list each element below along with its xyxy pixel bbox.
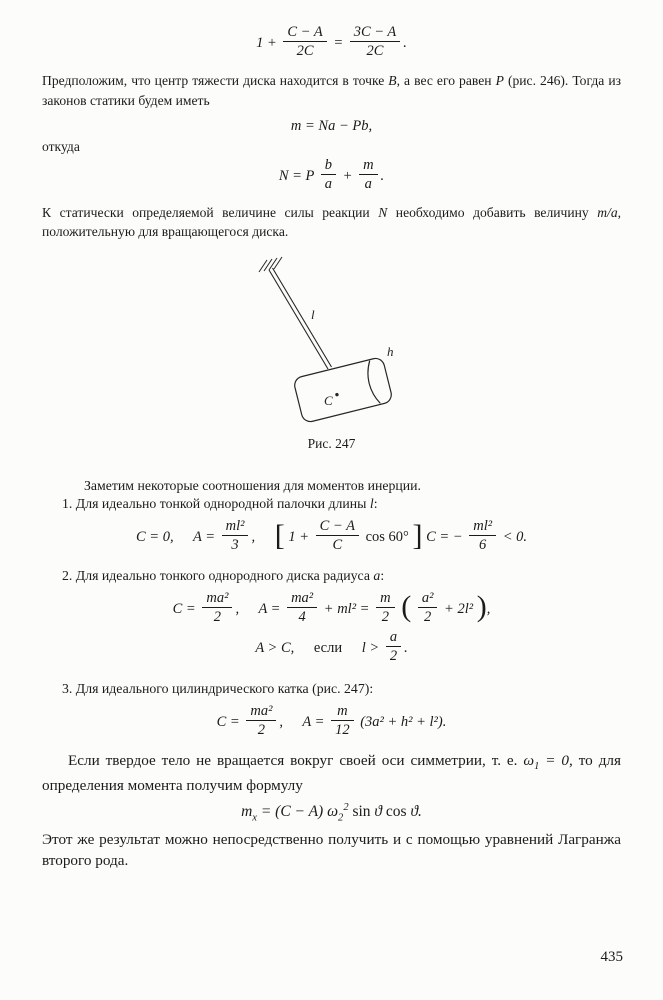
numerator: ma² (291, 589, 314, 606)
text-run: : (373, 496, 378, 512)
math-term: A = (258, 600, 281, 617)
variable: B (388, 73, 397, 89)
paragraph-no-rotation (42, 750, 621, 796)
numerator: b (324, 157, 333, 174)
center-of-mass-dot (335, 393, 339, 397)
text-run: , то для определения момента получим формулу (42, 752, 621, 794)
math-term: , (279, 713, 284, 730)
math-term: N = P (278, 168, 315, 185)
variable: = 0 (539, 752, 569, 769)
paragraph-assumption (42, 71, 621, 110)
text-run: , положительную для вращающегося диска. (42, 204, 622, 239)
denominator: C (316, 535, 359, 553)
variable-subscript: 1 (534, 761, 540, 773)
figure-caption: Рис. 247 (307, 436, 356, 452)
text-run: : (380, 567, 385, 583)
pendulum-rod (269, 268, 332, 369)
equation-disk-condition (42, 631, 621, 666)
numerator: a (389, 629, 398, 646)
fraction (376, 590, 394, 625)
denominator: 12 (331, 720, 354, 738)
text-run: Предположим, что центр тяжести диска находится в точке (42, 73, 389, 89)
variable: N (378, 204, 388, 220)
variable: m/a (597, 204, 618, 220)
fraction (386, 629, 401, 664)
equation-rod-inertia (42, 520, 621, 555)
variable: P (495, 73, 504, 89)
numerator: m (380, 589, 391, 606)
rod-length-label: l (311, 307, 315, 323)
fraction (202, 590, 232, 625)
math-function: cos (385, 802, 407, 820)
fraction (287, 590, 317, 625)
fraction (283, 24, 326, 59)
math-function: sin (352, 802, 371, 820)
math-term: A > C, (255, 640, 295, 657)
right-bracket: ] (412, 518, 423, 552)
numerator: ml² (225, 518, 245, 535)
denominator: 2C (283, 41, 326, 59)
text-run: (рис. 246). Тогда из законов статики будем иметь (42, 73, 621, 108)
math-term: ϑ (370, 802, 386, 820)
left-paren: ( (401, 590, 412, 624)
fraction (321, 157, 336, 192)
math-term: C = (216, 713, 240, 730)
math-term: ϑ. (406, 802, 422, 820)
math-term: 1 + (288, 529, 310, 546)
subscript: 2 (338, 812, 344, 824)
text-word: если (313, 640, 343, 657)
denominator: 4 (287, 607, 317, 625)
math-term: , (235, 600, 240, 617)
numerator: ma² (250, 702, 273, 719)
superscript: 2 (343, 801, 349, 813)
math-term: < 0. (502, 529, 527, 546)
item-number: 2. (62, 567, 73, 583)
paragraph-lagrange: Этот же результат можно непосредственно получить и с помощью уравнений Лагранжа второго рода. (42, 831, 621, 870)
math-term: m = Na − Pb, (290, 118, 373, 135)
cylinder-body (293, 357, 393, 424)
inertia-note: Заметим некоторые соотношения для моментов инерции. (84, 478, 421, 494)
fraction (246, 703, 276, 738)
math-function: cos 60° (365, 529, 409, 546)
cylinder-height-label: h (387, 344, 394, 360)
math-term: = (C − A) ω (256, 802, 339, 820)
connector-word: откуда (42, 139, 80, 155)
denominator: 3 (222, 535, 249, 553)
denominator: a (321, 174, 336, 192)
denominator: a (359, 174, 377, 192)
text-run: необходимо добавить величину (387, 204, 598, 220)
math-term: A = (302, 713, 325, 730)
center-of-mass-label: C (324, 393, 333, 409)
math-term: A = (192, 529, 215, 546)
math-term: C = 0, (136, 529, 174, 546)
math-term: . (404, 640, 408, 657)
numerator: m (363, 157, 374, 174)
text-run: Для идеально тонкой однородной палочки длины (72, 496, 370, 512)
fraction (469, 518, 496, 553)
denominator: 2 (246, 720, 276, 738)
math-term: m (241, 802, 253, 820)
math-term: . (403, 35, 407, 52)
variable: a (373, 567, 381, 583)
denominator: 2 (418, 607, 438, 625)
paragraph-reaction-note (42, 203, 621, 242)
inertia-item-2 (42, 568, 621, 584)
subscript: x (252, 812, 257, 824)
equation-moment (42, 802, 621, 823)
denominator: 2 (202, 607, 232, 625)
item-number: 1. (62, 496, 73, 512)
page-number: 435 (600, 949, 623, 965)
numerator: ma² (206, 589, 229, 606)
text-run: Если твердое тело не вращается вокруг своей оси симметрии, т. е. (68, 752, 524, 769)
math-term: + (342, 168, 353, 185)
text-run: Для идеально тонкого однородного диска радиуса (72, 567, 374, 583)
math-term: C = − (426, 529, 463, 546)
inertia-item-1 (42, 496, 621, 512)
denominator: 2 (386, 646, 401, 664)
fraction (359, 157, 377, 192)
numerator: m (337, 702, 348, 719)
pendulum-roller-drawing (239, 255, 424, 427)
equation-disk-inertia (42, 589, 621, 627)
figure-247 (42, 255, 621, 452)
fraction (418, 590, 438, 625)
numerator: a² (421, 589, 434, 606)
text-run: Для идеального цилиндрического катка (рис. 247): (72, 680, 374, 696)
denominator: 2 (376, 607, 394, 625)
denominator: 2C (350, 41, 401, 59)
math-term: C = (172, 600, 196, 617)
variable: ω (523, 752, 535, 769)
math-term: , (251, 529, 256, 546)
math-term: = (333, 35, 344, 52)
left-bracket: [ (274, 518, 285, 552)
math-term: + 2l² (444, 600, 474, 617)
denominator: 6 (469, 535, 496, 553)
support-hatching-icon (259, 257, 282, 272)
math-term: + ml² = (323, 600, 370, 617)
fraction (316, 518, 359, 553)
variable: l (369, 496, 374, 512)
numerator: C − A (319, 518, 355, 535)
numerator: ml² (473, 518, 493, 535)
text-run: К статически определяемой величине силы реакции (42, 204, 379, 220)
item-number: 3. (62, 680, 73, 696)
right-paren: ) (476, 590, 487, 624)
fraction (331, 703, 354, 738)
equation-top (42, 26, 621, 61)
inertia-item-3 (42, 681, 621, 697)
equation-statics (42, 118, 621, 135)
equation-roller-inertia (42, 702, 621, 740)
fraction (350, 24, 401, 59)
math-term: 1 + (256, 35, 277, 52)
fraction (222, 518, 249, 553)
math-term: l > (361, 640, 380, 657)
numerator: C − A (287, 24, 323, 40)
numerator: 3C − A (353, 24, 397, 40)
text-run: , а вес его равен (396, 73, 496, 89)
math-term: . (380, 168, 385, 185)
equation-reaction (42, 159, 621, 194)
math-term: (3a² + h² + l²). (360, 713, 447, 730)
math-term: , (486, 600, 491, 617)
